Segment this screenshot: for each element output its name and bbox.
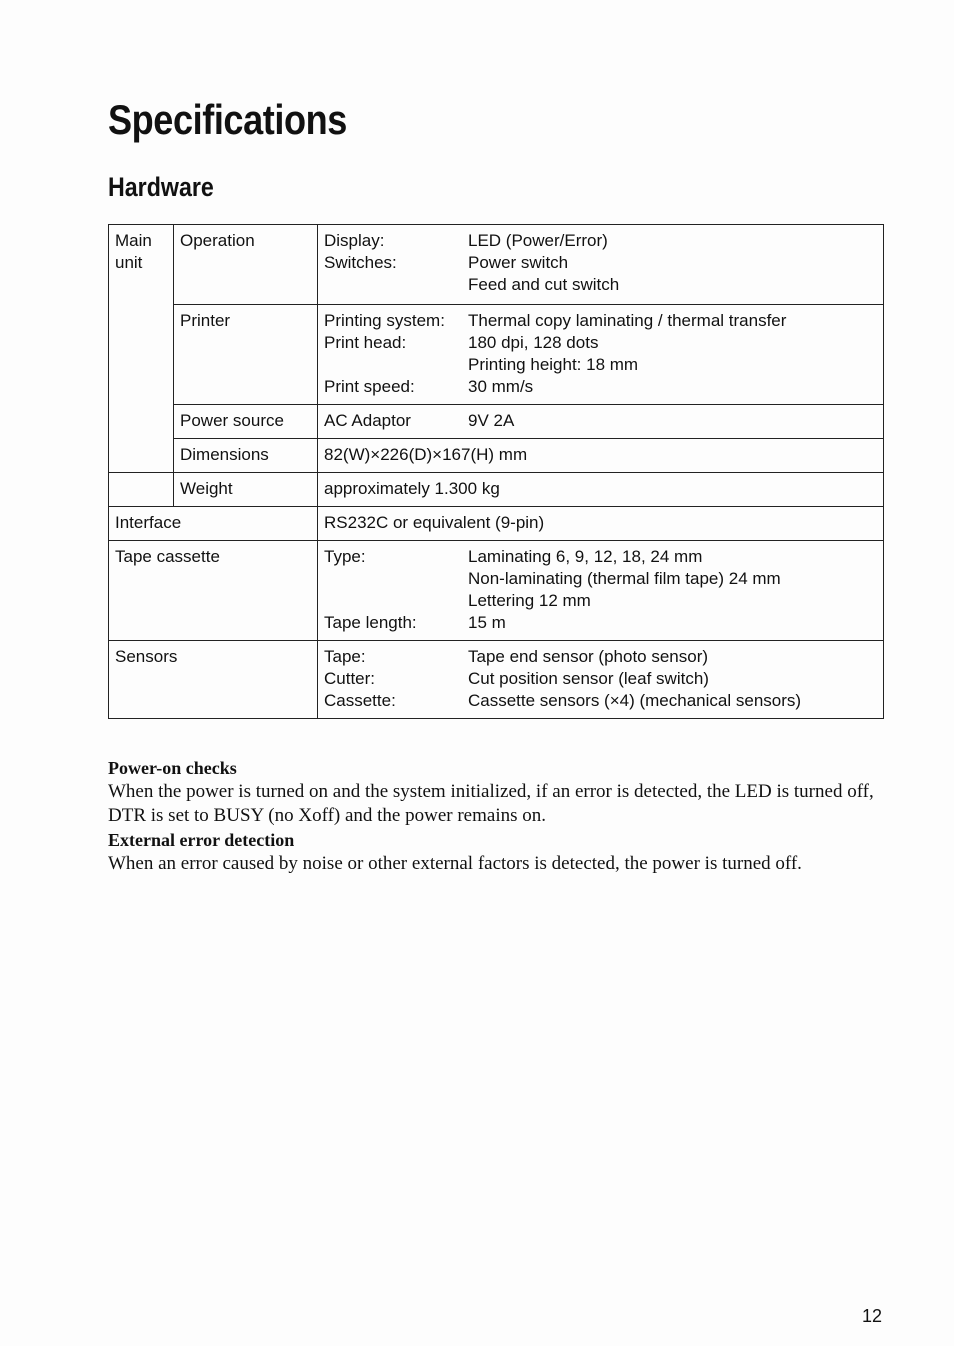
table-row-operation: [109, 225, 884, 305]
cell-main-unit: Main unit: [109, 225, 174, 305]
cell-power-source-values: [318, 404, 884, 438]
table-row-interface: [109, 506, 884, 540]
cell-weight-value: approximately 1.300 kg: [318, 472, 884, 506]
spec-pair: Printing system: Thermal copy laminating / thermal transfer: [324, 310, 787, 330]
table-row-sensors: [109, 640, 884, 718]
cell-tape-cassette-values: [318, 540, 884, 640]
cell-power-source-label: Power source: [174, 404, 318, 438]
cell-interface-value: RS232C or equivalent (9-pin): [318, 506, 884, 540]
spec-pair: Type: Laminating 6, 9, 12, 18, 24 mm: [324, 546, 703, 566]
cell-dimensions-value: 82(W)×226(D)×167(H) mm: [318, 438, 884, 472]
cell-sensors-values: [318, 640, 884, 718]
spec-pair: Non-laminating (thermal film tape) 24 mm: [468, 568, 781, 588]
page-number: 12: [862, 1306, 883, 1326]
power-on-checks-heading: Power-on checks: [108, 758, 237, 778]
spec-pair: Lettering 12 mm: [468, 590, 591, 610]
power-on-checks-text: When the power is turned on and the system initialized, if an error is detected, the LED is turned off, DTR is set to BUSY (no Xoff) and the power remains on.: [108, 781, 874, 826]
table-row-power-source: [109, 404, 884, 438]
cell-printer-label: Printer: [174, 304, 318, 404]
spec-pair: Cutter: Cut position sensor (leaf switch): [324, 668, 709, 688]
spec-pair: Print speed: 30 mm/s: [324, 376, 534, 396]
spec-pair: Display: LED (Power/Error): [324, 231, 608, 250]
cell-weight-label: Weight: [174, 472, 318, 506]
table-row-dimensions: [109, 438, 884, 472]
external-error-text: When an error caused by noise or other external factors is detected, the power is turned off.: [108, 853, 802, 874]
external-error-heading: External error detection: [108, 830, 295, 850]
notes-section: [108, 756, 884, 876]
cell-printer-values: [318, 304, 884, 404]
spec-pair: Printing height: 18 mm: [468, 354, 639, 374]
spec-pair: Print head: 180 dpi, 128 dots: [324, 332, 599, 352]
spec-pair: Cassette: Cassette sensors (×4) (mechanical sensors): [324, 690, 802, 710]
cell-dimensions-label: Dimensions: [174, 438, 318, 472]
page-title: Specifications: [108, 96, 347, 143]
spec-pair: AC Adaptor 9V 2A: [324, 410, 515, 430]
cell-tape-cassette-label: Tape cassette: [109, 540, 318, 640]
table-row-printer: [109, 304, 884, 404]
spec-pair: Feed and cut switch: [468, 275, 620, 294]
spec-pair: Tape length: 15 m: [324, 612, 506, 632]
cell-operation-values: [318, 225, 884, 305]
table-row-tape-cassette: [109, 540, 884, 640]
section-title-hardware: Hardware: [108, 172, 214, 202]
spec-pair: Tape: Tape end sensor (photo sensor): [324, 646, 709, 666]
cell-sensors-label: Sensors: [109, 640, 318, 718]
table-row-weight: [109, 472, 884, 506]
spec-pair: Switches: Power switch: [324, 253, 569, 272]
cell-interface-label: Interface: [109, 506, 318, 540]
hardware-spec-table: [108, 224, 884, 719]
cell-operation-label: Operation: [174, 225, 318, 305]
